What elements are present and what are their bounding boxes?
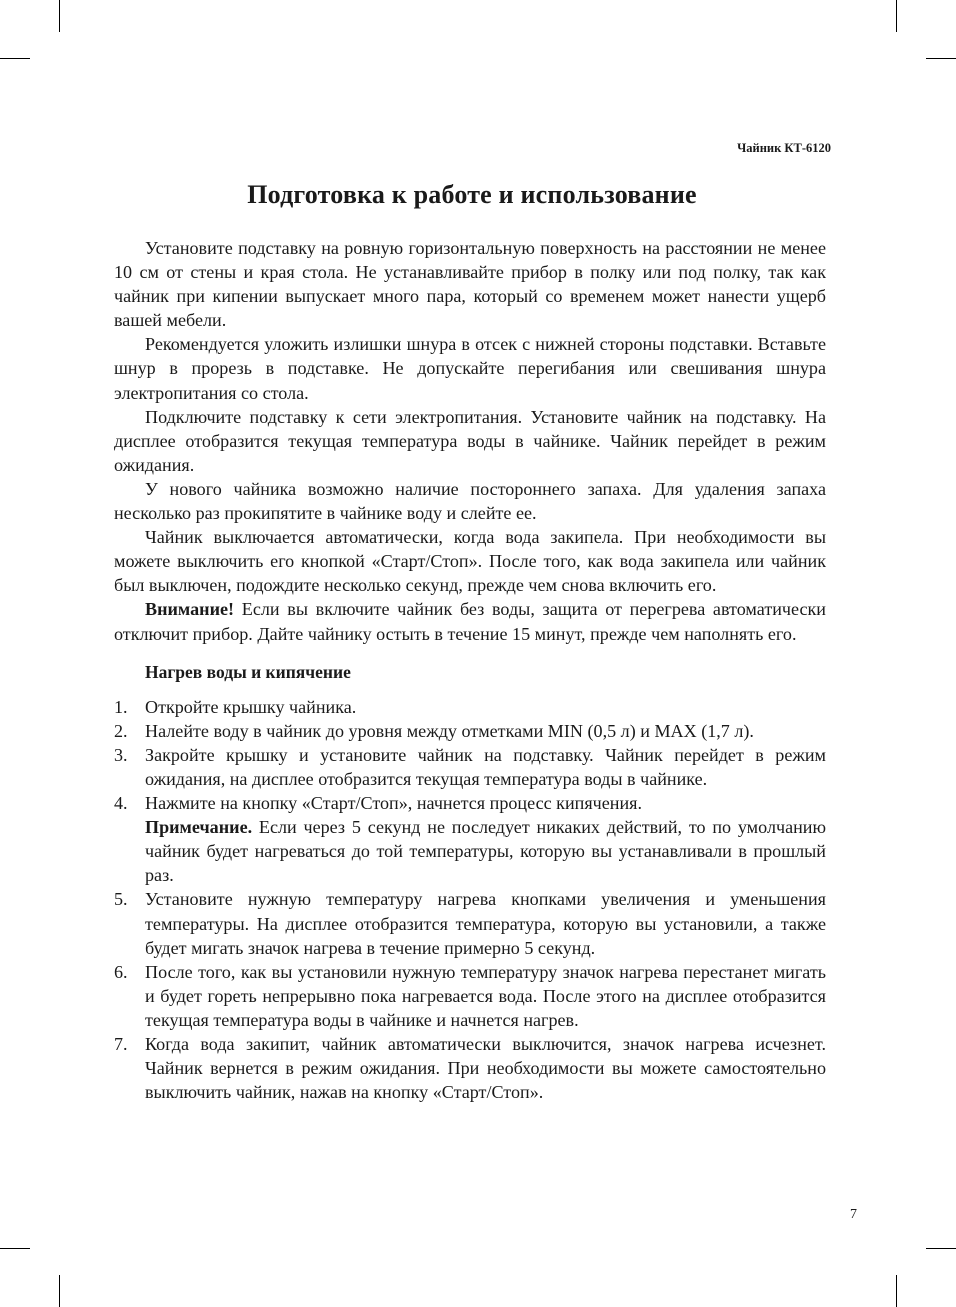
step-text: После того, как вы установили нужную температуру значок нагрева перестанет мигать и будет гореть непрерывно пока нагревается вода. После этого на дисплее отобразится текущая температура воды в чайнике и начнется нагрев. bbox=[145, 961, 826, 1030]
list-item bbox=[114, 719, 826, 743]
step-text: Откройте крышку чайника. bbox=[145, 696, 357, 717]
step-number: 6. bbox=[114, 961, 128, 982]
step-number: 5. bbox=[114, 889, 128, 910]
list-item bbox=[114, 695, 826, 719]
crop-mark bbox=[0, 1248, 30, 1249]
step-text: Налейте воду в чайник до уровня между отметками MIN (0,5 л) и MAX (1,7 л). bbox=[145, 720, 754, 741]
steps-list bbox=[114, 695, 826, 1105]
crop-mark bbox=[59, 0, 60, 32]
crop-mark bbox=[926, 1248, 956, 1249]
list-item bbox=[114, 887, 826, 959]
step-number: 2. bbox=[114, 720, 128, 741]
step-number: 7. bbox=[114, 1034, 128, 1054]
list-item bbox=[114, 743, 826, 791]
note-label: Примечание. bbox=[145, 817, 253, 838]
paragraph: Подключите подставку к сети электропитания. Установите чайник на подставку. На дисплее отобразится текущая температура воды в чайнике. Чайник перейдет в режим ожидания. bbox=[114, 406, 826, 475]
step-text: Закройте крышку и установите чайник на подставку. Чайник перейдет в режим ожидания, на дисплее отобразится текущая температура воды в чайнике. bbox=[145, 744, 826, 789]
list-item bbox=[114, 791, 826, 887]
step-number: 3. bbox=[114, 744, 128, 765]
step-text: Установите нужную температуру нагрева кнопками увеличения и уменьшения температуры. На дисплее отобразится температура, которую вы установили, а также будет мигать значок нагрева в течение примерно 5 секунд. bbox=[145, 889, 826, 958]
list-item bbox=[114, 960, 826, 1032]
step-text: Когда вода закипит, чайник автоматически выключится, значок нагрева исчезнет. Чайник вернется в режим ожидания. При необходимости вы можете самостоятельно выключить чайник, нажав на кнопку «Старт/Стоп». bbox=[145, 1034, 826, 1103]
main-content bbox=[114, 236, 826, 1104]
paragraph: Рекомендуется уложить излишки шнура в отсек с нижней стороны подставки. Вставьте шнур в прорезь в подставке. Не допускайте перегибания или свешивания шнура электропитания со стола. bbox=[114, 334, 826, 403]
paragraph: Чайник выключается автоматически, когда вода закипела. При необходимости вы можете выключить его кнопкой «Старт/Стоп». После того, как вода закипела или чайник был выключен, подождите несколько секунд, прежде чем снова включить его. bbox=[114, 527, 826, 596]
warning-text: Если вы включите чайник без воды, защита от перегрева автоматически отключит прибор. Дайте чайнику остыть в течение 15 минут, прежде чем наполнять его. bbox=[114, 599, 826, 644]
list-item bbox=[114, 1032, 826, 1104]
warning-paragraph bbox=[114, 597, 826, 645]
crop-mark bbox=[896, 1275, 897, 1307]
step-number: 4. bbox=[114, 793, 128, 814]
crop-mark bbox=[896, 0, 897, 32]
note-text: Если через 5 секунд не последует никаких действий, то по умолчанию чайник будет нагреваться до той температуры, которую вы устанавливали в прошлый раз. bbox=[145, 817, 826, 886]
page-number: 7 bbox=[850, 1207, 857, 1222]
step-number: 1. bbox=[114, 696, 128, 717]
crop-mark bbox=[926, 58, 956, 59]
crop-mark bbox=[59, 1275, 60, 1307]
running-header: Чайник КТ-6120 bbox=[737, 141, 831, 155]
warning-label: Внимание! bbox=[145, 599, 235, 620]
paragraph: Установите подставку на ровную горизонтальную поверхность на расстоянии не менее 10 см от стены и края стола. Не устанавливайте прибор в полку или под полку, так как чайник при кипении выпускает много пара, который со временем может нанести ущерб вашей мебели. bbox=[114, 238, 826, 331]
crop-mark bbox=[0, 58, 30, 59]
step-text: Нажмите на кнопку «Старт/Стоп», начнется процесс кипячения. bbox=[145, 793, 642, 814]
page-title: Подготовка к работе и использование bbox=[247, 180, 697, 209]
paragraph: У нового чайника возможно наличие постороннего запаха. Для удаления запаха несколько раз прокипятите в чайнике воду и слейте ее. bbox=[114, 478, 826, 524]
section-title: Нагрев воды и кипячение bbox=[145, 661, 351, 682]
